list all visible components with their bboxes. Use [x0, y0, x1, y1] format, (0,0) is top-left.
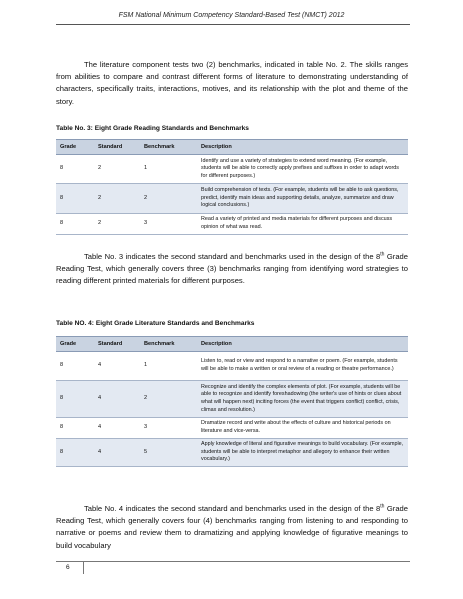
table4-summary-paragraph — [56, 503, 408, 552]
cell-standard: 4 — [94, 352, 140, 381]
cell-description: Build comprehension of texts. (For example, students will be able to ask questions, predict, identify main ideas and supporting details, analyze, summarize and draw logical conclusions.) — [197, 184, 408, 214]
table-row — [56, 418, 408, 439]
cell-benchmark: 5 — [140, 439, 197, 467]
table-row — [56, 184, 408, 214]
cell-grade: 8 — [56, 418, 94, 439]
cell-standard: 4 — [94, 439, 140, 467]
cell-benchmark: 3 — [140, 418, 197, 439]
page-header: FSM National Minimum Competency Standard-Based Test (NMCT) 2012 — [118, 12, 345, 19]
table3-header-description: Description — [197, 140, 408, 155]
cell-benchmark: 2 — [140, 381, 197, 418]
table-row — [56, 352, 408, 381]
table3-header-benchmark: Benchmark — [140, 140, 197, 155]
table4-header-description: Description — [197, 337, 408, 352]
table3-caption: Table No. 3: Eight Grade Reading Standards and Benchmarks — [56, 125, 249, 132]
cell-standard: 2 — [94, 155, 140, 184]
table3-header-standard: Standard — [94, 140, 140, 155]
cell-grade: 8 — [56, 214, 94, 235]
cell-standard: 4 — [94, 418, 140, 439]
cell-benchmark: 1 — [140, 155, 197, 184]
cell-grade: 8 — [56, 439, 94, 467]
intro-text: The literature component tests two (2) benchmarks, indicated in table No. 2. The skills ranges from abilities to compare and contrast different forms of literature to demonstrating understanding of characters, specifically traits, interactions, motives, and its relationship with the plot and theme of the story. — [56, 60, 408, 106]
cell-benchmark: 1 — [140, 352, 197, 381]
table-row — [56, 155, 408, 184]
cell-benchmark: 2 — [140, 184, 197, 214]
cell-grade: 8 — [56, 155, 94, 184]
page-number-bar — [83, 562, 84, 574]
table3-header-grade: Grade — [56, 140, 94, 155]
table4-summary-text-b: Grade Reading Test, which generally covers four (4) benchmarks ranging from listening to and responding to narrative or poems and review them to dramatizing and applying knowledge of figurative meanings to build vocabulary — [56, 504, 408, 550]
page-number: 6 — [66, 564, 70, 571]
table3-summary-paragraph — [56, 251, 408, 288]
table-row — [56, 214, 408, 235]
table3-summary-sup: th — [380, 251, 385, 258]
cell-benchmark: 3 — [140, 214, 197, 235]
cell-description: Listen to, read or view and respond to a narrative or poem. (For example, students will be able to make a written or oral review of a reading or theatre performance.) — [197, 352, 408, 381]
table4 — [56, 336, 408, 467]
cell-description: Dramatize record and write about the effects of culture and historical periods on literature and vice-versa. — [197, 418, 408, 439]
table3-summary-text-b: Grade Reading Test, which generally covers three (3) benchmarks ranging from identifying word strategies to reading different printed materials for different purposes. — [56, 252, 408, 286]
header-divider — [56, 24, 410, 25]
table4-header-standard: Standard — [94, 337, 140, 352]
cell-standard: 2 — [94, 214, 140, 235]
cell-grade: 8 — [56, 352, 94, 381]
table-row — [56, 439, 408, 467]
table4-summary-sup: th — [380, 503, 385, 510]
cell-grade: 8 — [56, 381, 94, 418]
cell-standard: 4 — [94, 381, 140, 418]
footer-divider — [56, 561, 410, 562]
table4-header-benchmark: Benchmark — [140, 337, 197, 352]
table4-caption: Table NO. 4: Eight Grade Literature Standards and Benchmarks — [56, 320, 255, 327]
cell-description: Read a variety of printed and media materials for different purposes and discuss opinion of what was read. — [197, 214, 408, 235]
cell-description: Recognize and identify the complex elements of plot. (For example, students will be able to recognize and identify foreshadowing (the writer's use of hints or clues about what will happen next) inciting forces (the event that triggers conflict) conflict, crisis, climax and resolution.) — [197, 381, 408, 418]
cell-standard: 2 — [94, 184, 140, 214]
table4-summary-text-a: Table No. 4 indicates the second standard and benchmarks used in the design of the 8 — [84, 504, 381, 513]
table4-header-grade: Grade — [56, 337, 94, 352]
table3-summary-text-a: Table No. 3 indicates the second standard and benchmarks used in the design of the 8 — [84, 252, 381, 261]
cell-description: Apply knowledge of literal and figurative meanings to build vocabulary. (For example, students will be able to interpret metaphor and allegory to enhance their written vocabulary.) — [197, 439, 408, 467]
cell-description: Identify and use a variety of strategies to extend word meaning. (For example, students will be able to correctly apply prefixes and suffixes in order to adapt words for different purposes.) — [197, 155, 408, 184]
table3 — [56, 139, 408, 235]
table-row — [56, 381, 408, 418]
cell-grade: 8 — [56, 184, 94, 214]
intro-paragraph — [56, 59, 408, 108]
